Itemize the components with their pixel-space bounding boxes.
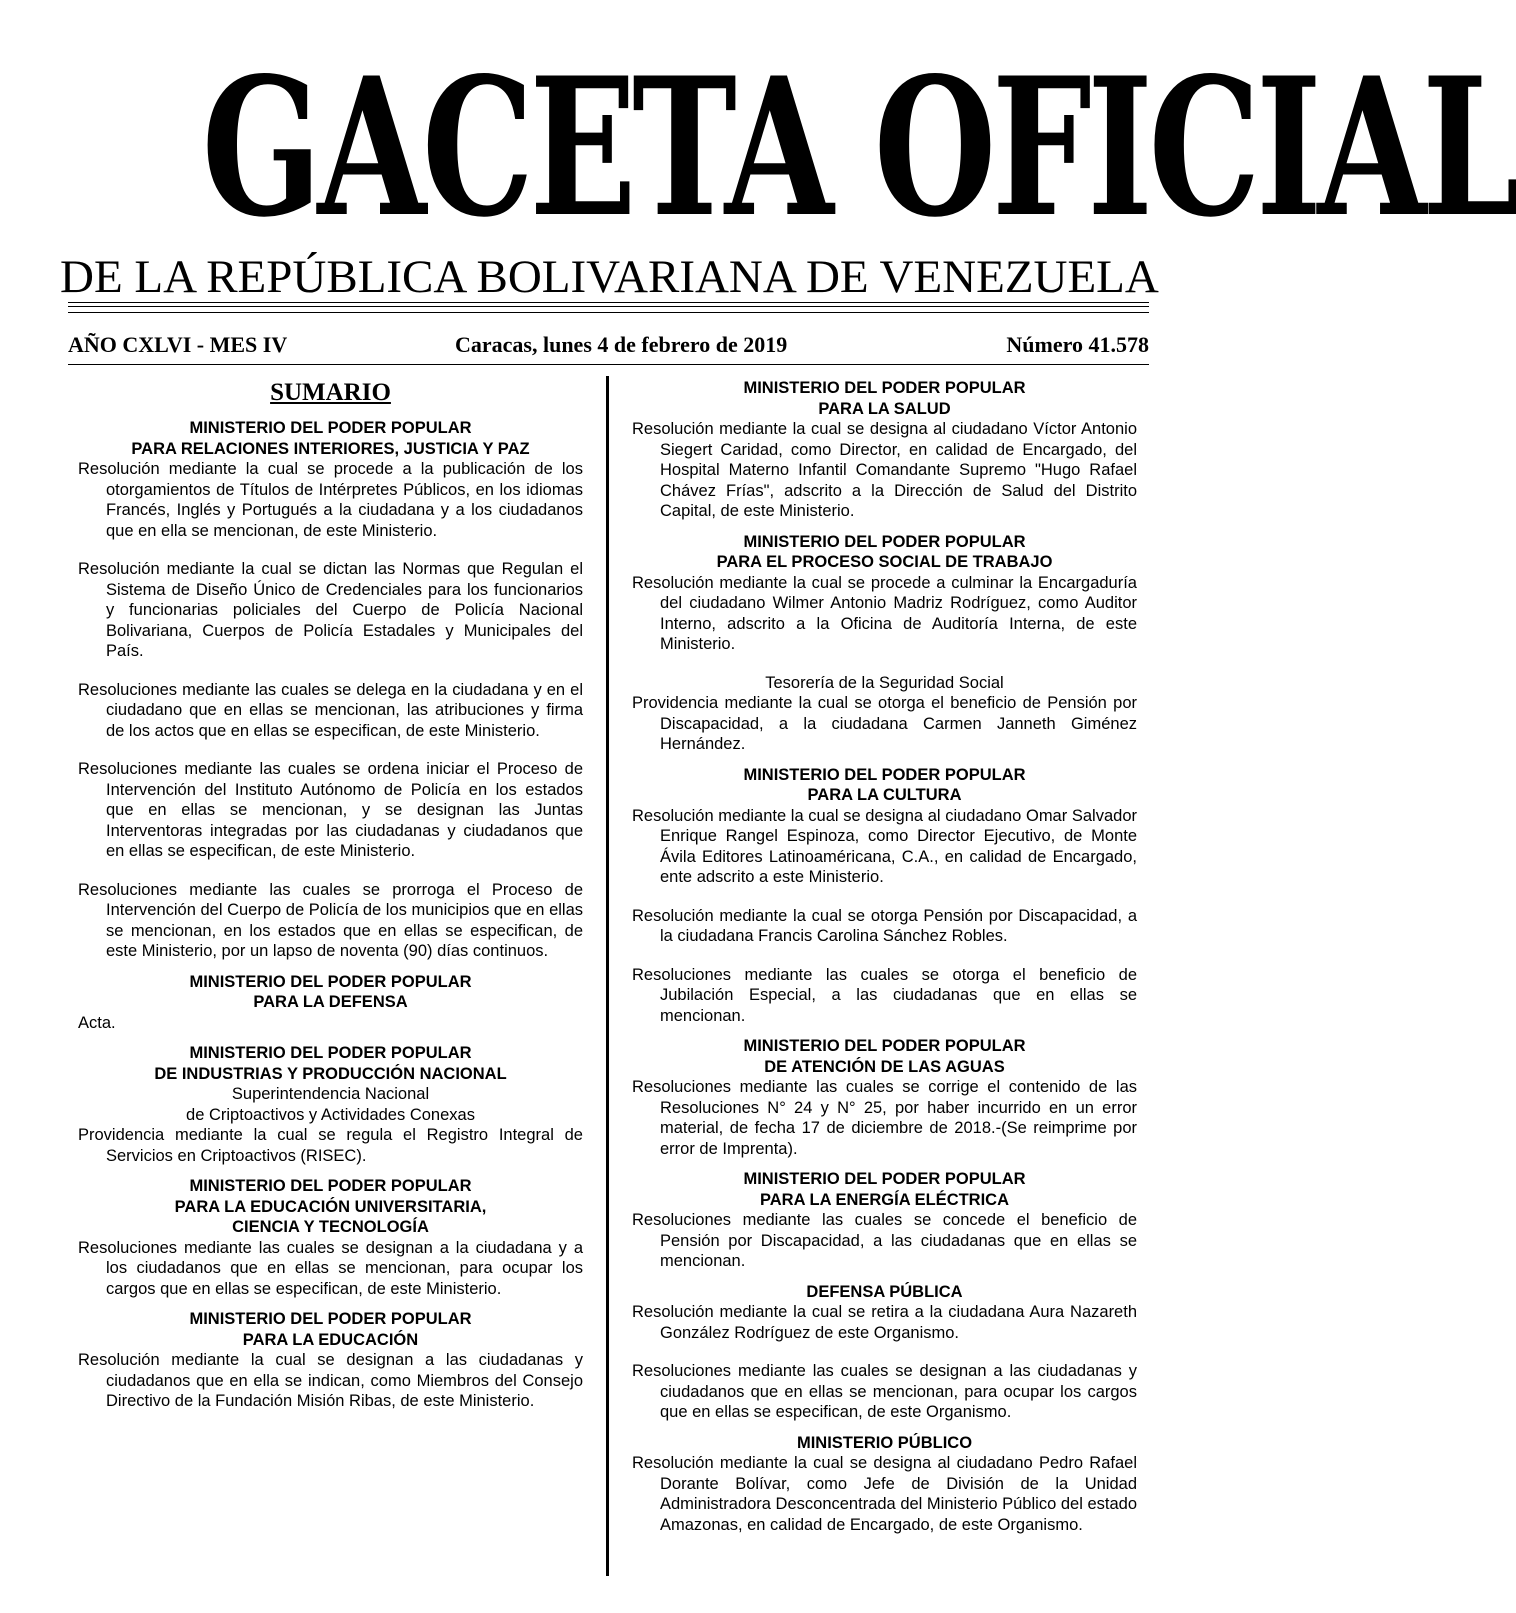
masthead-subtitle: DE LA REPÚBLICA BOLIVARIANA DE VENEZUELA [60, 251, 1159, 303]
ministry-line: MINISTERIO DEL PODER POPULAR [189, 419, 472, 437]
ministry-line: PARA LA EDUCACIÓN [242, 1330, 419, 1349]
ministry-line: PARA LA CULTURA [807, 786, 962, 804]
sumario-heading: SUMARIO [270, 379, 391, 406]
summary-entry: Resoluciones mediante las cuales se concede el beneficio de Pensión por Discapacidad, a las ciudadanas que en ellas se mencionan. [632, 1211, 1137, 1270]
issue-meta [68, 330, 1149, 360]
ministry-heading [78, 1043, 583, 1084]
ministry-heading [78, 972, 583, 1013]
ministry-heading [632, 1036, 1137, 1077]
ministry-line: PARA LA DEFENSA [253, 993, 408, 1011]
ministry-line: MINISTERIO DEL PODER POPULAR [743, 379, 1026, 397]
ministry-line: PARA LA ENERGÍA ELÉCTRICA [759, 1190, 1010, 1209]
ministry-heading [78, 1309, 583, 1350]
summary-entry: Resolución mediante la cual se dictan las Normas que Regulan el Sistema de Diseño Único de Credenciales para los funcionarios y funcionarias policiales del Cuerpo de Policía Nacional Bolivariana, Cuerpos de Policía Estadales y Municipales del País. [78, 560, 583, 660]
ministry-heading [632, 1282, 1137, 1303]
summary-entry: Resolución mediante la cual se designa al ciudadano Pedro Rafael Dorante Bolívar, como Jefe de División de la Unidad Administradora Desconcentrada del Ministerio Público del estado Amazonas, en calidad de Encargado, de este Organismo. [632, 1454, 1137, 1534]
summary-entry: Resoluciones mediante las cuales se otorga el beneficio de Jubilación Especial, a las ciudadanas que en ellas se mencionan. [632, 965, 1137, 1025]
summary-entry: Providencia mediante la cual se otorga el beneficio de Pensión por Discapacidad, a la ciudadana Carmen Janneth Giménez Hernández. [632, 694, 1137, 753]
summary-entry: Resoluciones mediante las cuales se designan a las ciudadanas y ciudadanos que en ellas se mencionan, para ocupar los cargos que en ellas se especifican, de este Organismo. [632, 1362, 1137, 1421]
ministry-heading [632, 1169, 1137, 1210]
ministry-line: MINISTERIO DEL PODER POPULAR [189, 1044, 472, 1062]
ministry-line: MINISTERIO DEL PODER POPULAR [743, 1170, 1026, 1188]
ministry-heading [632, 1433, 1137, 1454]
ministry-line: DE INDUSTRIAS Y PRODUCCIÓN NACIONAL [154, 1064, 507, 1083]
issue-number: Número 41.578 [1006, 332, 1149, 357]
summary-entry: Resolución mediante la cual se designa al ciudadano Víctor Antonio Siegert Caridad, como Director, en calidad de Encargado, del Hospital Materno Infantil Comandante Supremo "Hugo Rafael Chávez Frías", adscrito a la Dirección de Salud del Distrito Capital, de este Ministerio. [632, 420, 1137, 520]
top-rule-3 [68, 312, 1149, 313]
ministry-line: MINISTERIO DEL PODER POPULAR [743, 532, 1026, 551]
column-divider [606, 376, 609, 1576]
summary-entry: Resoluciones mediante las cuales se corrige el contenido de las Resoluciones N° 24 y N° 25, por haber incurrido en un error material, de fecha 17 de diciembre de 2018.-(Se reimprime por error de Imprenta). [632, 1078, 1137, 1158]
summary-entry: Resoluciones mediante las cuales se ordena iniciar el Proceso de Intervención del Instituto Autónomo de Policía en los estados que en ellas se mencionan, y se designan las Juntas Interventoras integradas por las ciudadanas y ciudadanos que en ellas se especifican, de este Ministerio. [78, 760, 583, 860]
ministry-line: DEFENSA PÚBLICA [806, 1282, 963, 1301]
summary-left-column [78, 378, 583, 1420]
ministry-line: MINISTERIO DEL PODER POPULAR [189, 1177, 472, 1195]
ministry-line: MINISTERIO DEL PODER POPULAR [743, 1037, 1026, 1055]
sub-entity: de Criptoactivos y Actividades Conexas [186, 1105, 475, 1124]
ministry-line: DE ATENCIÓN DE LAS AGUAS [764, 1057, 1005, 1076]
sub-entity: Tesorería de la Seguridad Social [765, 673, 1004, 692]
issue-place-date: Caracas, lunes 4 de febrero de 2019 [455, 332, 788, 357]
ministry-line: CIENCIA Y TECNOLOGÍA [232, 1218, 429, 1236]
summary-entry: Resolución mediante la cual se designan a las ciudadanas y ciudadanos que en ella se indican, como Miembros del Consejo Directivo de la Fundación Misión Ribas, de este Ministerio. [78, 1351, 583, 1410]
summary-entry: Acta. [78, 1013, 116, 1032]
masthead-title: GACETA OFICIAL [201, 36, 1516, 259]
summary-entry: Resoluciones mediante las cuales se prorroga el Proceso de Intervención del Cuerpo de Policía de los municipios que en ellas se mencionan, en los estados que en ellas se especifican, de este Ministerio, por un lapso de noventa (90) días continuos. [78, 880, 583, 960]
ministry-heading [78, 418, 583, 459]
ministry-line: PARA EL PROCESO SOCIAL DE TRABAJO [716, 553, 1053, 571]
summary-entry: Providencia mediante la cual se regula el Registro Integral de Servicios en Criptoactivos (RISEC). [78, 1126, 583, 1165]
ministry-line: MINISTERIO PÚBLICO [796, 1433, 973, 1452]
summary-right-column [632, 378, 1137, 1543]
ministry-line: PARA RELACIONES INTERIORES, JUSTICIA Y PAZ [131, 439, 530, 458]
summary-entry: Resolución mediante la cual se designa al ciudadano Omar Salvador Enrique Rangel Espinoza, como Director Ejecutivo, de Monte Ávila Editores Latinoaméricana, C.A., en calidad de Encargado, ente adscrito a este Ministerio. [632, 806, 1137, 886]
summary-entry: Resolución mediante la cual se retira a la ciudadana Aura Nazareth González Rodríguez de este Organismo. [632, 1303, 1137, 1342]
sub-entity: Superintendencia Nacional [231, 1085, 430, 1103]
summary-entry: Resolución mediante la cual se otorga Pensión por Discapacidad, a la ciudadana Francis Carolina Sánchez Robles. [632, 906, 1137, 945]
ministry-line: MINISTERIO DEL PODER POPULAR [743, 765, 1026, 784]
summary-entry: Resoluciones mediante las cuales se designan a la ciudadana y a los ciudadanos que en ellas se mencionan, para ocupar los cargos que en ellas se especifican, de este Ministerio. [78, 1238, 583, 1298]
ministry-line: MINISTERIO DEL PODER POPULAR [189, 1310, 472, 1328]
summary-entry: Resolución mediante la cual se procede a la publicación de los otorgamientos de Títulos de Intérpretes Públicos, en los idiomas Francés, Inglés y Portugués a la ciudadana y a los ciudadanos que en ella se mencionan, de este Ministerio. [78, 460, 583, 540]
ministry-heading [632, 765, 1137, 806]
ministry-line: MINISTERIO DEL PODER POPULAR [189, 972, 472, 991]
summary-entry: Resolución mediante la cual se procede a culminar la Encargaduría del ciudadano Wilmer Antonio Madriz Rodríguez, como Auditor Interno, adscrito a la Oficina de Auditoría Interna, de este Ministerio. [632, 573, 1137, 653]
ministry-heading [78, 1176, 583, 1238]
summary-entry: Resoluciones mediante las cuales se delega en la ciudadana y en el ciudadano que en ellas se mencionan, las atribuciones y firma de los actos que en ellas se especifican, de este Ministerio. [78, 680, 583, 740]
meta-rule [68, 364, 1149, 365]
top-rule-2 [68, 306, 1149, 307]
issue-year-month: AÑO CXLVI - MES IV [68, 332, 288, 357]
top-rule-1 [68, 302, 1149, 303]
ministry-heading [632, 378, 1137, 419]
ministry-line: PARA LA SALUD [818, 399, 951, 418]
ministry-line: PARA LA EDUCACIÓN UNIVERSITARIA, [174, 1197, 487, 1216]
ministry-heading [632, 532, 1137, 573]
